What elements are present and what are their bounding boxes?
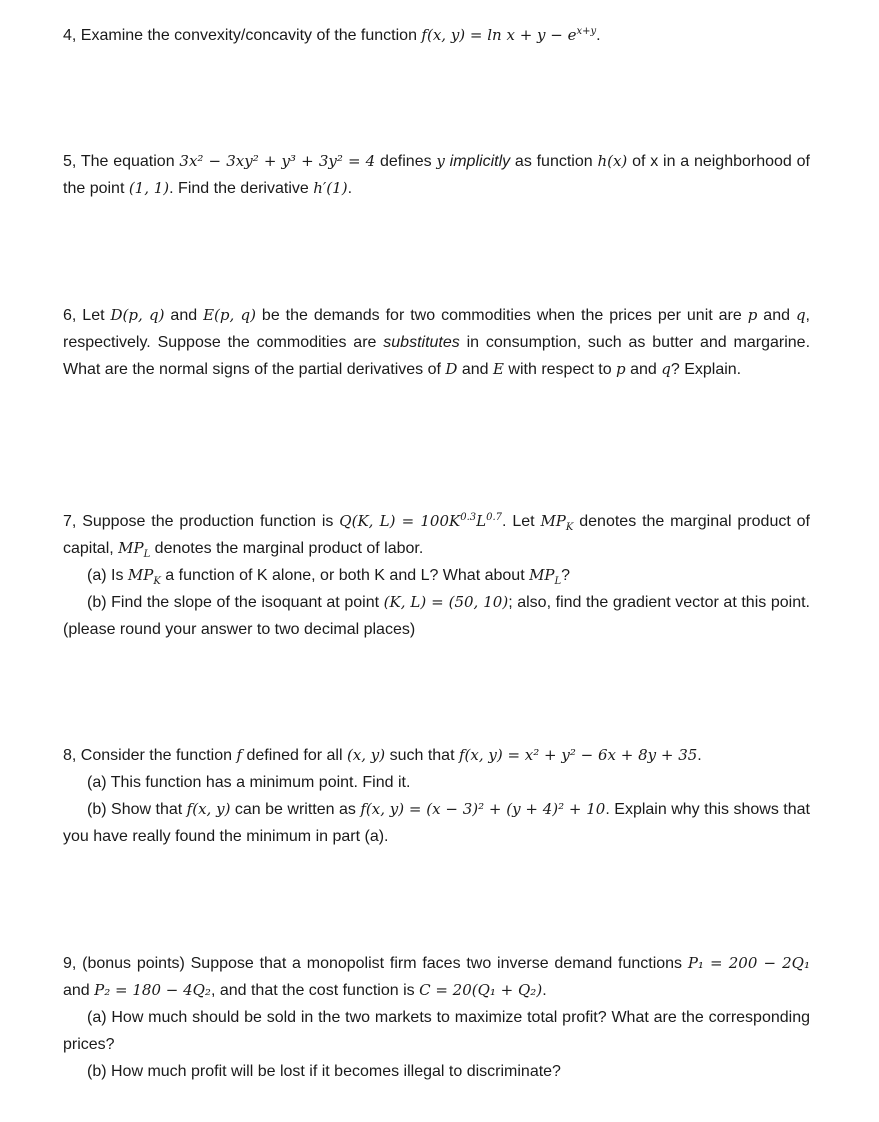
p7-math-production xyxy=(339,512,502,530)
p6-emphasis: substitutes xyxy=(383,334,460,351)
p7a-math-mp-sub: K xyxy=(153,576,161,587)
p5-text-a: 5, The equation xyxy=(63,153,180,170)
p7-text-c: denotes the marginal product of capital, xyxy=(63,513,811,557)
p6-math-E2: E xyxy=(493,360,504,378)
p7a-math-mp2: MP xyxy=(529,566,555,584)
p7a-math-mp2-sub: L xyxy=(554,576,562,587)
problem-5 xyxy=(63,148,810,202)
p5-text-g: . xyxy=(347,180,353,197)
p8-math-xy: (x, y) xyxy=(346,746,386,764)
p8b-text-a: (b) Show that xyxy=(87,801,187,818)
p7a-text-a: (a) Is xyxy=(87,567,128,584)
p8b-math-form: f(x, y) = (x − 3)² + (y + 4)² + 10 xyxy=(360,800,606,818)
p6-text-g: and xyxy=(457,361,494,378)
p8-text-d: . xyxy=(697,747,702,764)
p5-emphasis: implicitly xyxy=(449,153,511,170)
p5-text-e: of x in a neighborhood of the point xyxy=(63,153,810,197)
p7-math-exp-k: 0.3 xyxy=(460,512,477,523)
p9-text-b: and xyxy=(63,982,95,999)
p8-text-b: defined for all xyxy=(242,747,347,764)
p5-math-derivative: h′(1) xyxy=(313,179,348,197)
p7b-math-point: (K, L) = (50, 10) xyxy=(383,593,509,611)
p6-math-D: D(p, q) xyxy=(110,306,165,324)
p6-text-f: in consumption, such as butter and margarine. What are the normal signs of the partial derivatives of xyxy=(63,334,811,378)
p7-text-a: 7, Suppose the production function is xyxy=(63,513,340,530)
p7-math-mp-sub: K xyxy=(565,522,574,533)
p5-text-f: . Find the derivative xyxy=(169,180,314,197)
problem-8a: (a) This function has a minimum point. Find it. xyxy=(87,774,411,791)
p8-text-c: such that xyxy=(385,747,459,764)
p5-math-equation: 3x² − 3xy² + y³ + 3y² = 4 xyxy=(179,152,376,170)
p9-math-cost: C = 20(Q₁ + Q₂) xyxy=(419,981,543,999)
p7-math-mp2: MP xyxy=(118,539,144,557)
p7-math-exp-l: 0.7 xyxy=(486,512,503,523)
p7-math-mpk xyxy=(540,512,574,533)
problem-4-text xyxy=(63,22,810,49)
p8b-text-c: . Explain why this shows that you have really found the minimum in part (a). xyxy=(63,801,810,845)
p8b-text-b: can be written as xyxy=(230,801,361,818)
p8-math-f: f xyxy=(236,746,242,764)
problem-6 xyxy=(63,302,810,383)
problem-5-text xyxy=(63,148,810,202)
p7-math-L: L xyxy=(476,512,487,530)
problem-9b: (b) How much profit will be lost if it becomes illegal to discriminate? xyxy=(87,1063,561,1080)
problem-8b xyxy=(63,796,810,850)
p5-text-b: defines xyxy=(375,153,437,170)
p6-text-a: 6, Let xyxy=(63,307,111,324)
p7b-text-b: ; also, find the gradient vector at this point. (please round your answer to two decimal places) xyxy=(63,594,811,638)
problem-9-text xyxy=(63,950,810,1004)
p5-math-point: (1, 1) xyxy=(128,179,170,197)
p7a-math-mpl xyxy=(529,566,562,587)
p9-text-a: 9, (bonus points) Suppose that a monopolist firm faces two inverse demand functions xyxy=(63,955,688,972)
p7-math-mp: MP xyxy=(540,512,566,530)
p4-math-a: f(x, y) = ln x + y − e xyxy=(421,26,577,44)
p6-text-d: and xyxy=(757,307,796,324)
p6-math-p2: p xyxy=(616,360,626,378)
p6-text-i: and xyxy=(625,361,662,378)
p5-text-d: as function xyxy=(510,153,598,170)
p5-math-hx: h(x) xyxy=(597,152,628,170)
p6-math-D2: D xyxy=(445,360,458,378)
p7a-text-b: a function of K alone, or both K and L? What about xyxy=(160,567,530,584)
p4-math-exponent: x+y xyxy=(576,26,597,37)
p6-math-q2: q xyxy=(661,360,671,378)
problem-9 xyxy=(63,950,810,1085)
p8-math-function: f(x, y) = x² + y² − 6x + 8y + 35 xyxy=(458,746,698,764)
p9-text-d: . xyxy=(542,982,547,999)
p7-math-mpl xyxy=(118,539,151,560)
problem-8 xyxy=(63,742,810,850)
problem-8-text xyxy=(63,742,810,769)
problem-4 xyxy=(63,22,810,49)
problem-6-text xyxy=(63,302,810,383)
p8b-math-fxy: f(x, y) xyxy=(186,800,231,818)
p6-text-c: be the demands for two commodities when the prices per unit are xyxy=(255,307,748,324)
p7-text-b: . Let xyxy=(502,513,541,530)
p7a-math-mp: MP xyxy=(127,566,154,584)
p4-text-a: 4, Examine the convexity/concavity of the function xyxy=(63,27,422,44)
p9-math-p1: P₁ = 200 − 2Q₁ xyxy=(687,954,810,972)
p4-math-function xyxy=(421,26,596,44)
p7-math-mp2-sub: L xyxy=(143,549,151,560)
p5-math-y: y xyxy=(436,152,445,170)
p6-text-b: and xyxy=(164,307,204,324)
p6-math-p: p xyxy=(747,306,758,324)
p8-text-a: 8, Consider the function xyxy=(63,747,237,764)
p6-math-E: E(p, q) xyxy=(203,306,256,324)
p9-math-p2: P₂ = 180 − 4Q₂ xyxy=(94,981,211,999)
problem-7 xyxy=(63,508,810,643)
problem-7a xyxy=(63,562,810,589)
problem-7-text xyxy=(63,508,810,562)
p6-math-q: q xyxy=(795,306,806,324)
p6-text-h: with respect to xyxy=(503,361,617,378)
p7-text-d: denotes the marginal product of labor. xyxy=(150,540,424,557)
p9-text-c: , and that the cost function is xyxy=(210,982,420,999)
p4-text-b: . xyxy=(596,27,601,44)
p7a-text-c: ? xyxy=(561,567,571,584)
problem-9a: (a) How much should be sold in the two markets to maximize total profit? What are the corresponding prices? xyxy=(63,1009,810,1053)
p7a-math-mpk xyxy=(127,566,161,587)
p6-text-e: , respectively. Suppose the commodities are xyxy=(63,307,810,351)
p7b-text-a: (b) Find the slope of the isoquant at point xyxy=(87,594,384,611)
problem-7b xyxy=(63,589,810,643)
p7-math-a: Q(K, L) = 100K xyxy=(339,512,461,530)
p6-text-j: ? Explain. xyxy=(670,361,742,378)
